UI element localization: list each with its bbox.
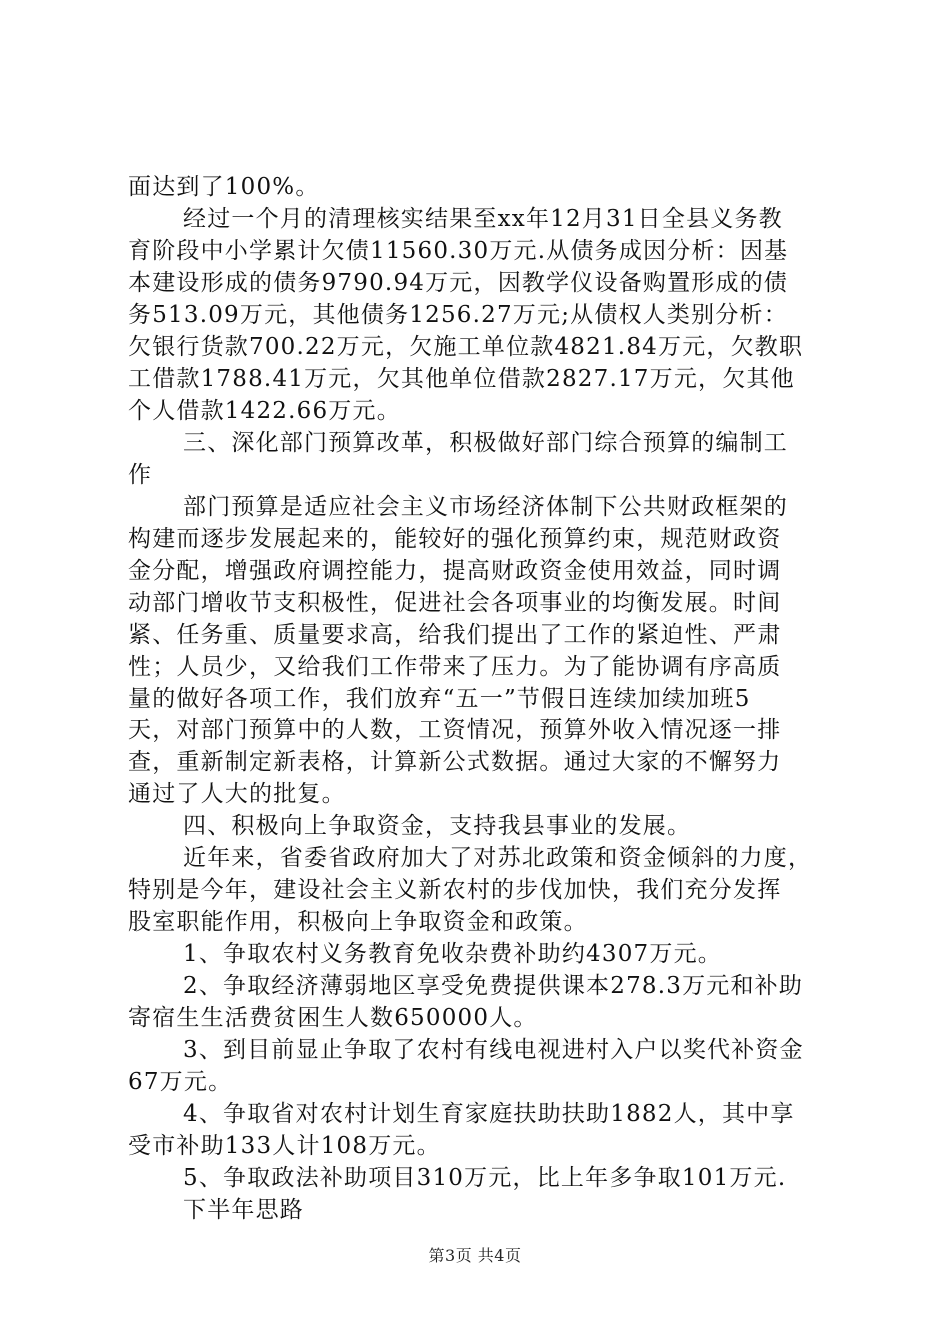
text-line: 欠银行货款700.22万元，欠施工单位款4821.84万元，欠教职 — [128, 334, 804, 360]
list-item-continuation: 寄宿生生活费贫困生人数650000人。 — [128, 1005, 538, 1031]
text-line: 务513.09万元，其他债务1256.27万元;从债权人类别分析： — [128, 302, 788, 328]
text-line: 紧、任务重、质量要求高，给我们提出了工作的紧迫性、严肃 — [128, 622, 782, 648]
text-line: 育阶段中小学累计欠债11560.30万元.从债务成因分析：因基 — [128, 238, 789, 264]
text-line: 量的做好各项工作，我们放弃“五一”节假日连续加续加班5 — [128, 686, 751, 712]
list-item-continuation: 67万元。 — [128, 1069, 233, 1095]
section-heading: 下半年思路 — [183, 1197, 304, 1223]
list-item: 1、争取农村义务教育免收杂费补助约4307万元。 — [183, 941, 722, 967]
text-line: 面达到了100%。 — [128, 174, 320, 200]
text-line: 股室职能作用，积极向上争取资金和政策。 — [128, 909, 588, 935]
text-line: 特别是今年，建设社会主义新农村的步伐加快，我们充分发挥 — [128, 877, 782, 903]
page-number-footer: 第3页 共4页 — [428, 1246, 522, 1265]
text-line: 通过了人大的批复。 — [128, 781, 346, 807]
text-line: 性；人员少，又给我们工作带来了压力。为了能协调有序高质 — [128, 654, 782, 680]
section-heading: 三、深化部门预算改革，积极做好部门综合预算的编制工 — [183, 430, 788, 456]
list-item: 3、到目前显止争取了农村有线电视进村入户以奖代补资金 — [183, 1037, 804, 1063]
list-item-continuation: 受市补助133人计108万元。 — [128, 1133, 441, 1159]
text-line: 部门预算是适应社会主义市场经济体制下公共财政框架的 — [183, 494, 788, 520]
section-heading: 作 — [128, 462, 153, 488]
text-line: 动部门增收节支积极性，促进社会各项事业的均衡发展。时间 — [128, 590, 782, 616]
section-heading: 四、积极向上争取资金，支持我县事业的发展。 — [183, 813, 692, 839]
text-line: 近年来，省委省政府加大了对苏北政策和资金倾斜的力度， — [183, 845, 813, 871]
text-line: 经过一个月的清理核实结果至xx年12月31日全县义务教 — [183, 206, 783, 232]
text-line: 天，对部门预算中的人数，工资情况，预算外收入情况逐一排 — [128, 717, 782, 743]
list-item: 5、争取政法补助项目310万元，比上年多争取101万元. — [183, 1165, 787, 1191]
list-item: 4、争取省对农村计划生育家庭扶助扶助1882人，其中享 — [183, 1101, 795, 1127]
list-item: 2、争取经济薄弱地区享受免费提供课本278.3万元和补助 — [183, 973, 804, 999]
text-line: 工借款1788.41万元，欠其他单位借款2827.17万元，欠其他 — [128, 366, 795, 392]
text-line: 金分配，增强政府调控能力，提高财政资金使用效益，同时调 — [128, 558, 782, 584]
text-line: 构建而逐步发展起来的，能较好的强化预算约束，规范财政资 — [128, 526, 782, 552]
text-line: 个人借款1422.66万元。 — [128, 398, 401, 424]
text-line: 查，重新制定新表格，计算新公式数据。通过大家的不懈努力 — [128, 749, 782, 775]
text-line: 本建设形成的债务9790.94万元，因教学仪设备购置形成的债 — [128, 270, 789, 296]
